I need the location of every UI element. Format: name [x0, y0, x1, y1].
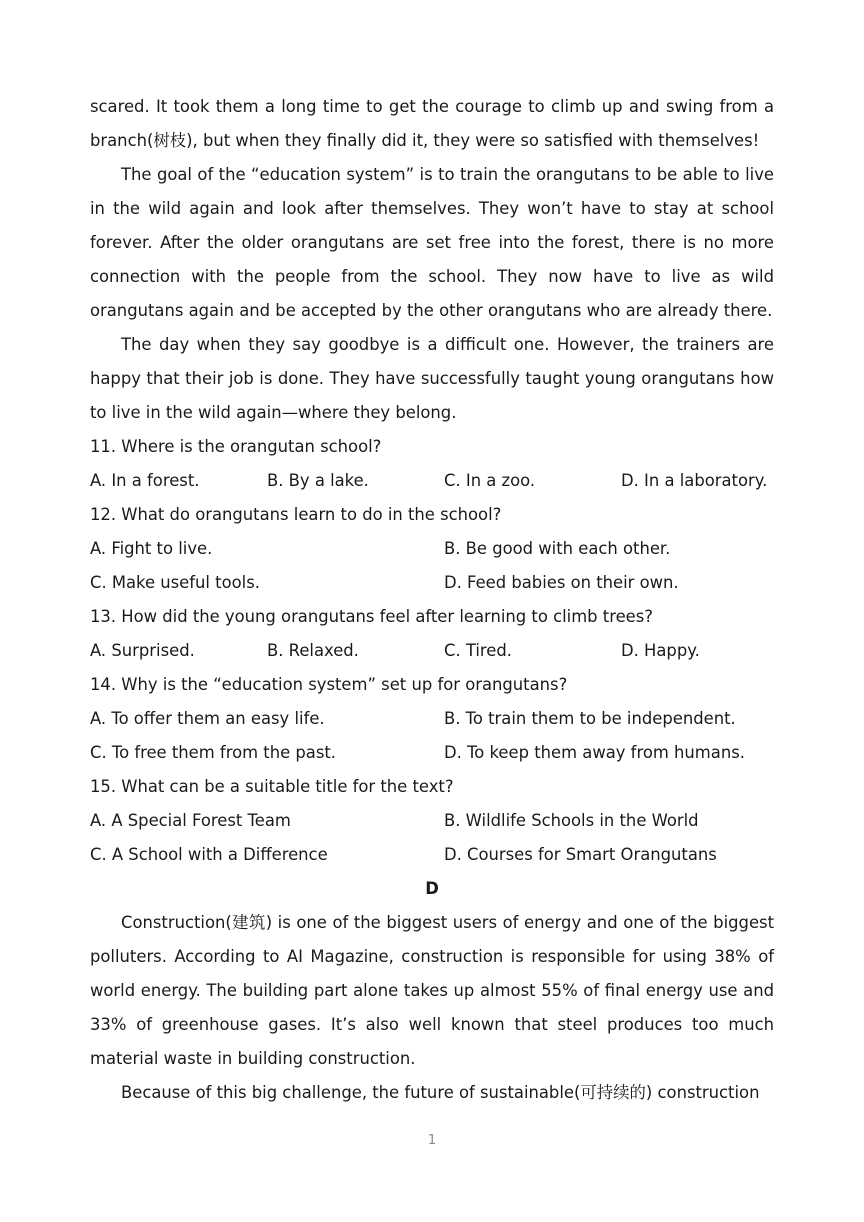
question-15-options-row-1 — [90, 804, 774, 838]
question-12-options-row-1 — [90, 532, 774, 566]
question-12-options-row-2 — [90, 566, 774, 600]
question-14-options-row-2 — [90, 736, 774, 770]
question-13-option-c: C. Tired. — [444, 641, 513, 660]
page-content — [90, 90, 774, 1110]
question-11-option-a: A. In a forest. — [90, 471, 200, 490]
question-15-option-d: D. Courses for Smart Orangutans — [444, 845, 717, 864]
question-14-option-d: D. To keep them away from humans. — [444, 743, 745, 762]
passage-c-paragraph-1: scared. It took them a long time to get the courage to climb up and swing from a branch(树枝), but when they finally did it, they were so satisfied with themselves! — [90, 97, 774, 150]
question-15-option-c: C. A School with a Difference — [90, 845, 328, 864]
question-12-option-c: C. Make useful tools. — [90, 573, 260, 592]
question-12-stem: 12. What do orangutans learn to do in the school? — [90, 505, 502, 524]
passage-c-paragraph-2: The goal of the “education system” is to train the orangutans to be able to live in the wild again and look after themselves. They won’t have to stay at school forever. After the older orangutans are set free into the forest, there is no more connection with the people from the school. They now have to live as wild orangutans again and be accepted by the other orangutans who are already there. — [90, 165, 774, 320]
question-11-stem: 11. Where is the orangutan school? — [90, 437, 382, 456]
question-14-options-row-1 — [90, 702, 774, 736]
question-13-option-d: D. Happy. — [621, 641, 700, 660]
question-12-option-d: D. Feed babies on their own. — [444, 573, 679, 592]
page-number: 1 — [427, 1133, 437, 1148]
question-13-option-b: B. Relaxed. — [267, 641, 359, 660]
question-11-option-b: B. By a lake. — [267, 471, 369, 490]
question-14-option-b: B. To train them to be independent. — [444, 709, 736, 728]
question-13-option-a: A. Surprised. — [90, 641, 195, 660]
section-d-heading: D — [425, 879, 439, 898]
question-14-stem: 14. Why is the “education system” set up for orangutans? — [90, 675, 568, 694]
question-15-option-a: A. A Special Forest Team — [90, 811, 291, 830]
question-15-options-row-2 — [90, 838, 774, 872]
question-15-option-b: B. Wildlife Schools in the World — [444, 811, 699, 830]
question-11-options — [90, 464, 774, 498]
question-13-stem: 13. How did the young orangutans feel after learning to climb trees? — [90, 607, 653, 626]
question-12-option-b: B. Be good with each other. — [444, 539, 671, 558]
question-11-option-c: C. In a zoo. — [444, 471, 536, 490]
question-11-option-d: D. In a laboratory. — [621, 471, 768, 490]
section-d-paragraph-1: Construction(建筑) is one of the biggest users of energy and one of the biggest polluters. According to AI Magazine, construction is responsible for using 38% of world energy. The building part alone takes up almost 55% of final energy use and 33% of greenhouse gases. It’s also well known that steel produces too much material waste in building construction. — [90, 913, 774, 1068]
question-14-option-a: A. To offer them an easy life. — [90, 709, 325, 728]
passage-c-paragraph-3: The day when they say goodbye is a difficult one. However, the trainers are happy that their job is done. They have successfully taught young orangutans how to live in the wild again—where they belong. — [90, 335, 774, 422]
question-12-option-a: A. Fight to live. — [90, 539, 213, 558]
question-15-stem: 15. What can be a suitable title for the text? — [90, 777, 454, 796]
question-13-options — [90, 634, 774, 668]
section-d-paragraph-2: Because of this big challenge, the future of sustainable(可持续的) construction — [121, 1083, 760, 1102]
question-14-option-c: C. To free them from the past. — [90, 743, 337, 762]
